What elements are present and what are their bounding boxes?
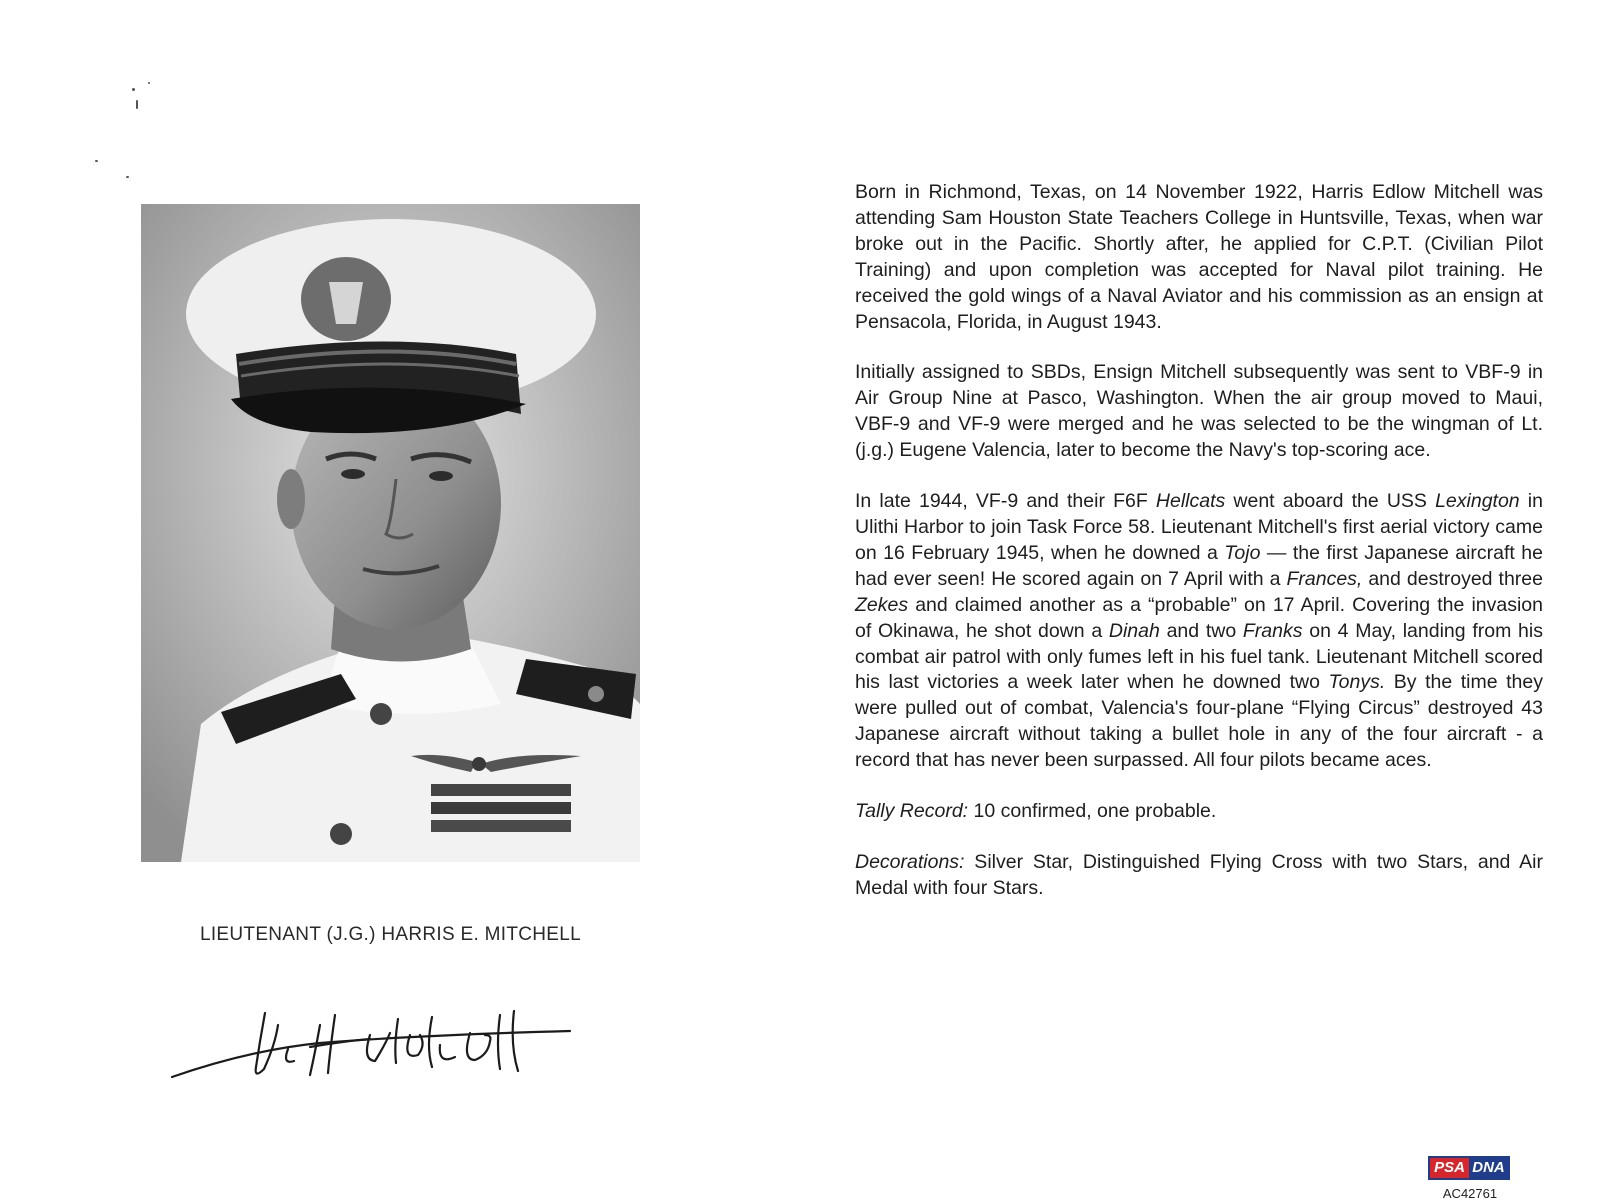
- bio-text-segment: and claimed another as a “probable” on 17 April. Covering the invasion of Okinawa, he shot down a: [855, 593, 1543, 642]
- bio-text-segment: on 4 May, landing from his combat air patrol with only fumes left in his fuel tank. Lieutenant Mitchell scored his last victories a week later when he downed two: [855, 619, 1543, 694]
- decorations-value: Silver Star, Distinguished Flying Cross with two Stars, and Air Medal with four Stars.: [855, 850, 1543, 899]
- bio-text-segment: — the first Japanese aircraft he had ever seen! He scored again on 7 April with a: [855, 541, 1543, 590]
- bio-text-segment: In late 1944, VF-9 and their F6F: [855, 490, 1156, 513]
- portrait-caption: LIEUTENANT (J.G.) HARRIS E. MITCHELL: [199, 924, 581, 945]
- authentication-code: AC42761: [1442, 1186, 1498, 1201]
- portrait-photo: [141, 204, 640, 862]
- speck-mark: [148, 82, 150, 84]
- speck-mark: [136, 100, 138, 109]
- decorations-label: Decorations:: [855, 850, 965, 873]
- psa-logo-text: PSA: [1430, 1158, 1469, 1178]
- tally-value: 10 confirmed, one probable.: [968, 800, 1217, 823]
- bio-paragraph-early-life: Born in Richmond, Texas, on 14 November 1922, Harris Edlow Mitchell was attending Sam Houston State Teachers College in Huntsville, Texas, when war broke out in the Pacific. Shortly after, he applied for C.P.T. (Civilian Pilot Training) and upon completion was accepted for Naval pilot training. He received the gold wings of a Naval Aviator and his commission as an ensign at Pensacola, Florida, in August 1943.: [855, 181, 1543, 333]
- dna-logo-text: DNA: [1469, 1158, 1508, 1178]
- portrait-illustration: [141, 204, 640, 862]
- tally-record: [855, 799, 1543, 825]
- aircraft-name: Tonys.: [1328, 671, 1386, 694]
- bio-text-segment: went aboard the USS: [1225, 490, 1436, 513]
- decorations: [855, 850, 1543, 902]
- speck-mark: [132, 88, 135, 91]
- aircraft-name: Dinah: [1108, 619, 1160, 642]
- aircraft-name: Franks: [1242, 619, 1303, 642]
- bio-text-segment: and destroyed three: [1362, 567, 1543, 590]
- bio-text-segment: in Ulithi Harbor to join Task Force 58. Lieutenant Mitchell's first aerial victory came on 16 February 1945, when he downed a: [855, 490, 1543, 564]
- authentication-sticker: [1418, 1156, 1530, 1201]
- bio-text-segment: By the time they were pulled out of combat, Valencia's four-plane “Flying Circus” destroyed 43 Japanese aircraft without taking a bullet hole in any of the four aircraft - a record that has never been surpassed. All four pilots became aces.: [855, 671, 1543, 772]
- biography-text: [855, 180, 1543, 927]
- speck-mark: [95, 160, 98, 162]
- bio-text-segment: and two: [1159, 619, 1243, 642]
- bio-paragraph-combat: [855, 489, 1543, 774]
- speck-mark: [126, 176, 129, 178]
- aircraft-name: Zekes: [855, 593, 909, 616]
- ship-name: Lexington: [1435, 490, 1520, 513]
- aircraft-name: Hellcats: [1155, 490, 1226, 513]
- psa-dna-logo: [1428, 1156, 1510, 1180]
- bio-paragraph-assignment: Initially assigned to SBDs, Ensign Mitchell subsequently was sent to VBF-9 in Air Group Nine at Pasco, Washington. When the air group moved to Maui, VBF-9 and VF-9 were merged and he was selected to be the wingman of Lt. (j.g.) Eugene Valencia, later to become the Navy's top-scoring ace.: [855, 361, 1543, 462]
- autograph-signature: [170, 1005, 590, 1115]
- tally-label: Tally Record:: [855, 800, 969, 823]
- aircraft-name: Tojo: [1224, 541, 1261, 564]
- signature-strokes: [170, 1005, 590, 1115]
- aircraft-name: Frances,: [1286, 567, 1363, 590]
